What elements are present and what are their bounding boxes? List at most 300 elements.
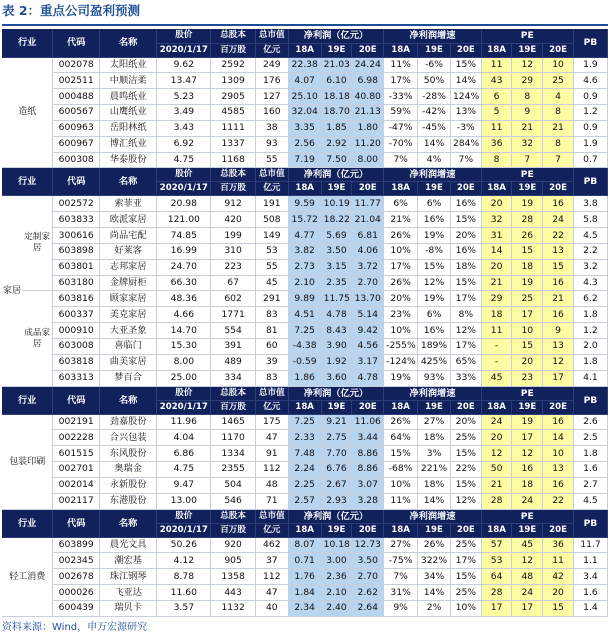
market-cap-cell: 127 [255,89,288,105]
growth-20e-cell: 17% [450,291,481,307]
stock-code-cell: 002228 [53,430,100,446]
profit-20e-cell: 24.24 [352,57,384,73]
profit-18a-cell: 2.56 [288,136,321,152]
total-shares-cell: 4585 [211,105,256,121]
subgroup-label: 成品家居 [22,290,52,385]
total-shares-cell: 1465 [211,414,256,430]
header-mktcap: 总市值 [255,168,288,182]
profit-19e-cell: 3.50 [321,243,352,259]
stock-name-cell: 好莱客 [100,243,157,259]
pe-18a-cell: 20 [481,259,512,275]
growth-20e-cell: 25% [450,585,481,601]
stock-name-cell: 合兴包装 [100,430,157,446]
stock-name-cell: 顾家家居 [100,291,157,307]
profit-18a-cell: 8.07 [288,537,321,553]
stock-code-cell: 002078 [53,57,100,73]
growth-20e-cell: 20% [450,228,481,244]
total-shares-cell: 1132 [211,600,256,616]
header-year: 19E [512,182,543,196]
stock-code-cell: 603833 [53,212,100,228]
growth-19e-cell: 26% [418,537,451,553]
profit-19e-cell: 10.18 [321,537,352,553]
header-pb: PB [573,509,607,537]
header-year: 19E [512,400,543,414]
growth-20e-cell: 17% [450,553,481,569]
total-shares-cell: 1309 [211,73,256,89]
profit-19e-cell: 6.10 [321,73,352,89]
pe-20e-cell: 16 [543,477,574,493]
pe-19e-cell: 21 [512,120,543,136]
growth-20e-cell: 7% [450,152,481,168]
pe-18a-cell: 45 [481,370,512,386]
profit-20e-cell: 8.00 [352,152,384,168]
price-cell: 8.00 [157,354,211,370]
pe-18a-cell: 12 [481,446,512,462]
pe-19e-cell: 10 [512,323,543,339]
header-mktcap-unit: 亿元 [255,182,288,196]
total-shares-cell: 443 [211,585,256,601]
profit-18a-cell: 9.59 [288,196,321,212]
growth-19e-cell: 34% [418,569,451,585]
market-cap-cell: 38 [255,120,288,136]
profit-19e-cell: 2.40 [321,600,352,616]
pe-18a-cell: 50 [481,462,512,478]
header-year: 20E [450,43,481,57]
table-row [2,462,608,478]
stock-code-cell: 603180 [53,275,100,291]
header-shares-unit: 百万股 [211,182,256,196]
profit-18a-cell: 4.07 [288,73,321,89]
table-row [2,600,608,616]
total-shares-cell: 912 [211,196,256,212]
profit-18a-cell: 2.73 [288,259,321,275]
growth-19e-cell: 19% [418,291,451,307]
growth-19e-cell: 6% [418,307,451,323]
table-row [2,430,608,446]
profit-20e-cell: 12.73 [352,537,384,553]
total-shares-cell: 1111 [211,120,256,136]
pe-20e-cell: 11 [543,553,574,569]
header-price-date: 2020/1/17 [157,43,211,57]
pe-18a-cell: 11 [481,120,512,136]
growth-20e-cell: 15% [450,446,481,462]
pe-20e-cell: 22 [543,228,574,244]
market-cap-cell: 47 [255,585,288,601]
market-cap-cell: 462 [255,537,288,553]
profit-20e-cell: 9.42 [352,323,384,339]
profit-18a-cell: 2.25 [288,477,321,493]
header-shares: 总股本 [211,509,256,523]
pe-20e-cell: 10 [543,57,574,73]
growth-18a-cell: 23% [384,307,418,323]
growth-20e-cell: 15% [450,569,481,585]
earnings-forecast-table [2,29,608,617]
table-row [2,307,608,323]
stock-code-cell: 600963 [53,120,100,136]
growth-20e-cell: 16% [450,243,481,259]
pb-cell: 1.4 [573,600,607,616]
market-cap-cell: 249 [255,57,288,73]
profit-19e-cell: 18.70 [321,105,352,121]
pe-20e-cell: 4 [543,89,574,105]
table-row [2,569,608,585]
pe-18a-cell: 11 [481,57,512,73]
subgroup-column [22,196,52,385]
header-pb: PB [573,168,607,196]
stock-code-cell: 002572 [53,196,100,212]
pe-20e-cell: 13 [543,339,574,355]
total-shares-cell: 1358 [211,569,256,585]
header-year: 20E [352,43,384,57]
price-cell: 6.86 [157,446,211,462]
header-price: 股价 [157,168,211,182]
growth-19e-cell: 3% [418,446,451,462]
stock-code-cell: 600967 [53,136,100,152]
market-cap-cell: 175 [255,414,288,430]
total-shares-cell: 391 [211,339,256,355]
market-cap-cell: 93 [255,136,288,152]
pe-19e-cell: 17 [512,307,543,323]
price-cell: 4.04 [157,430,211,446]
header-year: 18A [384,523,418,537]
profit-19e-cell: 6.76 [321,462,352,478]
growth-19e-cell: 6% [418,196,451,212]
header-year: 19E [321,400,352,414]
header-growth: 净利润增速 [384,386,482,400]
total-shares-cell: 602 [211,291,256,307]
header-year: 20E [543,182,574,196]
market-cap-cell: 47 [255,430,288,446]
header-year: 19E [512,43,543,57]
pe-18a-cell: 11 [481,323,512,339]
profit-19e-cell: 10.19 [321,196,352,212]
price-cell: 5.23 [157,89,211,105]
pe-19e-cell: 32 [512,136,543,152]
price-cell: 9.62 [157,57,211,73]
growth-20e-cell: 25% [450,430,481,446]
header-pb: PB [573,386,607,414]
stock-code-cell: 600439 [53,600,100,616]
growth-19e-cell: 27% [418,414,451,430]
table-row [2,553,608,569]
stock-code-cell: 601515 [53,446,100,462]
header-year: 19E [321,182,352,196]
growth-19e-cell: -42% [418,105,451,121]
table-row [2,196,608,212]
pe-19e-cell: 17 [512,600,543,616]
pb-cell: 1.2 [573,323,607,339]
profit-20e-cell: 3.50 [352,553,384,569]
pe-20e-cell: 24 [543,212,574,228]
table-row [2,537,608,553]
profit-20e-cell: 21.13 [352,105,384,121]
price-cell: 74.85 [157,228,211,244]
header-price-date: 2020/1/17 [157,182,211,196]
stock-name-cell: 太阳纸业 [100,57,157,73]
stock-name-cell: 梦百合 [100,370,157,386]
header-year: 18A [288,182,321,196]
total-shares-cell: 1168 [211,152,256,168]
price-cell: 9.47 [157,477,211,493]
profit-20e-cell: 4.06 [352,243,384,259]
pe-18a-cell: 21 [481,477,512,493]
market-cap-cell: 112 [255,462,288,478]
header-profit: 净利润（亿元） [288,168,383,182]
total-shares-cell: 2905 [211,89,256,105]
total-shares-cell: 504 [211,477,256,493]
pe-20e-cell: 36 [543,537,574,553]
header-year: 18A [481,523,512,537]
price-cell: 4.75 [157,152,211,168]
market-cap-cell: 508 [255,212,288,228]
growth-20e-cell: 15% [450,275,481,291]
industry-cell: 造纸 [2,57,53,168]
growth-19e-cell: 18% [418,430,451,446]
profit-18a-cell: 2.34 [288,600,321,616]
growth-18a-cell: 17% [384,259,418,275]
pe-20e-cell: 10 [543,446,574,462]
header-year: 18A [288,43,321,57]
profit-20e-cell: 11.20 [352,136,384,152]
header-name: 名称 [100,168,157,196]
stock-code-cell: 603898 [53,243,100,259]
price-cell: 121.00 [157,212,211,228]
pb-cell: 4.6 [573,73,607,89]
header-profit: 净利润（亿元） [288,509,383,523]
price-cell: 50.26 [157,537,211,553]
profit-19e-cell: 2.35 [321,275,352,291]
profit-19e-cell: 21.03 [321,57,352,73]
pe-19e-cell: 8 [512,89,543,105]
profit-18a-cell: 4.51 [288,307,321,323]
stock-name-cell: 志邦家居 [100,259,157,275]
growth-18a-cell: 10% [384,243,418,259]
header-shares-unit: 百万股 [211,43,256,57]
header-row [2,386,608,400]
header-shares-unit: 百万股 [211,400,256,414]
header-shares: 总股本 [211,29,256,43]
header-mktcap-unit: 亿元 [255,400,288,414]
profit-20e-cell: 5.14 [352,307,384,323]
profit-20e-cell: 13.70 [352,291,384,307]
price-cell: 13.00 [157,493,211,509]
table-row [2,291,608,307]
profit-18a-cell: 7.25 [288,414,321,430]
profit-18a-cell: -4.38 [288,339,321,355]
pb-cell: 2.5 [573,430,607,446]
profit-19e-cell: 18.18 [321,89,352,105]
stock-name-cell: 晨光文具 [100,537,157,553]
pe-19e-cell: 9 [512,105,543,121]
growth-20e-cell: 20% [450,414,481,430]
market-cap-cell: 160 [255,105,288,121]
growth-20e-cell: 22% [450,462,481,478]
pe-18a-cell: 14 [481,243,512,259]
header-mktcap: 总市值 [255,386,288,400]
header-year: 20E [352,400,384,414]
growth-19e-cell: 16% [418,323,451,339]
total-shares-cell: 2355 [211,462,256,478]
growth-18a-cell: -68% [384,462,418,478]
stock-name-cell: 飞亚达 [100,585,157,601]
pb-cell: 2.2 [573,243,607,259]
profit-20e-cell: 3.28 [352,493,384,509]
header-pe: PE [481,386,573,400]
total-shares-cell: 554 [211,323,256,339]
profit-18a-cell: 1.84 [288,585,321,601]
pe-18a-cell: 28 [481,493,512,509]
header-price: 股价 [157,386,211,400]
growth-19e-cell: 14% [418,493,451,509]
industry-subgroup-stack [2,196,52,385]
header-industry: 行业 [2,168,53,196]
pe-18a-cell: 57 [481,537,512,553]
profit-19e-cell: 3.15 [321,259,352,275]
profit-19e-cell: 2.36 [321,569,352,585]
header-mktcap-unit: 亿元 [255,43,288,57]
total-shares-cell: 1337 [211,136,256,152]
stock-code-cell: 603816 [53,291,100,307]
growth-18a-cell: 27% [384,537,418,553]
pe-19e-cell: 12 [512,446,543,462]
stock-name-cell: 华泰股份 [100,152,157,168]
market-cap-cell: 37 [255,553,288,569]
growth-18a-cell: -33% [384,89,418,105]
header-year: 20E [352,182,384,196]
stock-code-cell: 002678 [53,569,100,585]
header-pb: PB [573,29,607,57]
stock-code-cell: 603818 [53,354,100,370]
growth-20e-cell: 15% [450,57,481,73]
header-industry: 行业 [2,509,53,537]
table-row [2,370,608,386]
header-price-date: 2020/1/17 [157,523,211,537]
growth-20e-cell: 12% [450,323,481,339]
header-year: 20E [450,523,481,537]
profit-19e-cell: 3.00 [321,553,352,569]
growth-19e-cell: 322% [418,553,451,569]
pe-18a-cell: 64 [481,569,512,585]
profit-18a-cell: 2.57 [288,493,321,509]
price-cell: 20.98 [157,196,211,212]
profit-19e-cell: 8.43 [321,323,352,339]
profit-20e-cell: 4.78 [352,370,384,386]
profit-20e-cell: 2.70 [352,569,384,585]
header-row [2,509,608,523]
table-row [2,105,608,121]
growth-20e-cell: 8% [450,307,481,323]
growth-18a-cell: 10% [384,323,418,339]
total-shares-cell: 546 [211,493,256,509]
table-row [2,414,608,430]
price-cell: 25.00 [157,370,211,386]
table-row [2,585,608,601]
header-year: 20E [352,523,384,537]
table-row [2,57,608,73]
pb-cell: 1.6 [573,585,607,601]
header-year: 19E [418,182,451,196]
market-cap-cell: 112 [255,569,288,585]
profit-20e-cell: 3.72 [352,259,384,275]
profit-20e-cell: 3.17 [352,354,384,370]
profit-19e-cell: 2.93 [321,493,352,509]
market-cap-cell: 176 [255,73,288,89]
pe-19e-cell: 18 [512,259,543,275]
table-row [2,446,608,462]
pe-18a-cell: 31 [481,228,512,244]
pe-19e-cell: 17 [512,430,543,446]
pe-19e-cell: 15 [512,339,543,355]
pe-18a-cell: 28 [481,585,512,601]
header-year: 19E [321,43,352,57]
pe-20e-cell: 13 [543,243,574,259]
header-mktcap: 总市值 [255,509,288,523]
header-mktcap-unit: 亿元 [255,523,288,537]
header-shares-unit: 百万股 [211,523,256,537]
growth-19e-cell: -45% [418,120,451,136]
profit-18a-cell: 2.33 [288,430,321,446]
profit-19e-cell: 7.70 [321,446,352,462]
total-shares-cell: 1334 [211,446,256,462]
stock-code-cell: 300616 [53,228,100,244]
stock-code-cell: 000026 [53,585,100,601]
profit-19e-cell: 5.69 [321,228,352,244]
pe-20e-cell: 22 [543,493,574,509]
table-row [2,493,608,509]
profit-18a-cell: 32.04 [288,105,321,121]
profit-19e-cell: 2.10 [321,585,352,601]
table-row [2,323,608,339]
header-year: 19E [418,523,451,537]
stock-name-cell: 山鹰纸业 [100,105,157,121]
pe-20e-cell: 7 [543,152,574,168]
pe-19e-cell: 19 [512,196,543,212]
growth-18a-cell: -255% [384,339,418,355]
pe-18a-cell: - [481,339,512,355]
header-pe: PE [481,29,573,43]
growth-20e-cell: 33% [450,370,481,386]
growth-20e-cell: 15% [450,477,481,493]
profit-19e-cell: 2.75 [321,430,352,446]
pb-cell: 1.6 [573,462,607,478]
stock-name-cell: 美克家居 [100,307,157,323]
growth-20e-cell: 18% [450,259,481,275]
stock-name-cell: 曲美家居 [100,354,157,370]
pe-18a-cell: 53 [481,553,512,569]
growth-19e-cell: -6% [418,57,451,73]
pe-18a-cell: 8 [481,152,512,168]
stock-name-cell: 潮宏基 [100,553,157,569]
growth-18a-cell: -124% [384,354,418,370]
growth-19e-cell: 16% [418,212,451,228]
pe-19e-cell: 19 [512,414,543,430]
pe-18a-cell: 21 [481,275,512,291]
growth-20e-cell: 16% [450,196,481,212]
price-cell: 16.99 [157,243,211,259]
price-cell: 24.70 [157,259,211,275]
price-cell: 4.12 [157,553,211,569]
pe-18a-cell: 5 [481,105,512,121]
table-row [2,89,608,105]
price-cell: 11.96 [157,414,211,430]
growth-19e-cell: 15% [418,259,451,275]
price-cell: 8.78 [157,569,211,585]
growth-20e-cell: 124% [450,89,481,105]
profit-20e-cell: 11.06 [352,414,384,430]
stock-code-cell: 600337 [53,307,100,323]
pe-19e-cell: 20 [512,354,543,370]
pe-20e-cell: 13 [543,462,574,478]
